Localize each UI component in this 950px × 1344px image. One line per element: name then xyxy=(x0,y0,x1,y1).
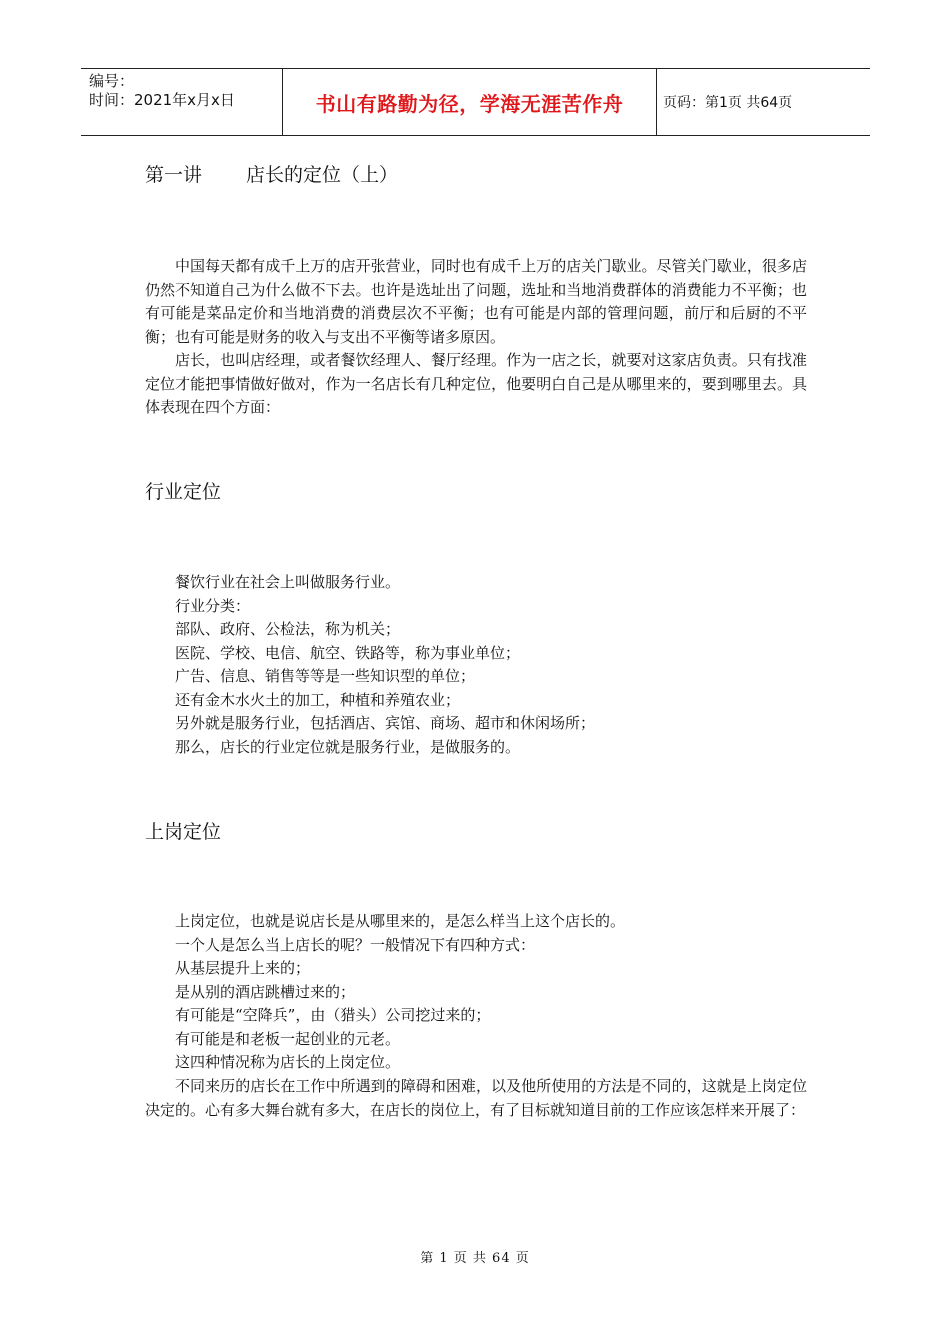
list-item: 行业分类： xyxy=(175,596,251,615)
list-item: 有可能是“空降兵”，由（猎头）公司挖过来的； xyxy=(175,1006,491,1024)
intro-paragraph-2: 店长，也叫店经理，或者餐饮经理人、餐厅经理。作为一店之长，就要对这家店负责。只有找准定位才能把事情做好做对，作为一名店长有几种定位，他要明白自己是从哪里来的，要到哪里去。具体表现在四个方面： xyxy=(145,351,807,416)
onboarding-closing xyxy=(145,1075,807,1122)
list-item: 有可能是和老板一起创业的元老。 xyxy=(175,1029,401,1048)
header-motto: 书山有路勤为径，学海无涯苦作舟 xyxy=(283,69,657,135)
section-heading-industry: 行业定位 xyxy=(145,481,222,503)
list-item: 还有金木水火土的加工，种植和养殖农业； xyxy=(175,690,461,709)
list-item: 那么，店长的行业定位就是服务行业，是做服务的。 xyxy=(175,737,521,756)
time-label: 时间：2021年x月x日 xyxy=(89,91,235,109)
lecture-number: 第一讲 xyxy=(145,164,203,186)
intro-section xyxy=(145,255,807,420)
section-heading-onboarding: 上岗定位 xyxy=(145,821,222,843)
list-item: 这四种情况称为店长的上岗定位。 xyxy=(175,1053,401,1071)
number-label: 编号： xyxy=(89,72,135,90)
page-footer: 第 1 页 共 64 页 xyxy=(420,1251,530,1266)
list-item: 另外就是服务行业，包括酒店、宾馆、商场、超市和休闲场所； xyxy=(175,714,596,732)
lecture-title xyxy=(145,160,398,187)
header-page-info: 页码：第1页 共64页 xyxy=(663,95,793,111)
list-item: 餐饮行业在社会上叫做服务行业。 xyxy=(175,573,401,591)
industry-list xyxy=(175,571,595,759)
list-item: 从基层提升上来的； xyxy=(175,959,311,977)
intro-paragraph-1: 中国每天都有成千上万的店开张营业，同时也有成千上万的店关门歇业。尽管关门歇业，很多店仍然不知道自己为什么做不下去。也许是选址出了问题，选址和当地消费群体的消费能力不平衡；也有可能是菜品定价和当地消费的消费层次不平衡；也有可能是内部的管理问题，前厅和后厨的不平衡；也有可能是财务的收入与支出不平衡等诸多原因。 xyxy=(145,257,807,346)
list-item: 医院、学校、电信、航空、铁路等，称为事业单位； xyxy=(175,643,521,662)
document-header xyxy=(81,68,870,136)
onboarding-list xyxy=(175,910,625,1075)
list-item: 上岗定位，也就是说店长是从哪里来的，是怎么样当上这个店长的。 xyxy=(175,912,626,930)
header-meta xyxy=(81,69,283,135)
list-item: 一个人是怎么当上店长的呢？一般情况下有四种方式： xyxy=(175,935,536,954)
closing-paragraph: 不同来历的店长在工作中所遇到的障碍和困难，以及他所使用的方法是不同的，这就是上岗定位决定的。心有多大舞台就有多大，在店长的岗位上，有了目标就知道目前的工作应该怎样来开展了： xyxy=(145,1077,807,1119)
list-item: 广告、信息、销售等等是一些知识型的单位； xyxy=(175,667,476,685)
list-item: 部队、政府、公检法，称为机关； xyxy=(175,620,401,638)
lecture-topic: 店长的定位（上） xyxy=(246,164,399,186)
list-item: 是从别的酒店跳槽过来的； xyxy=(175,982,356,1001)
